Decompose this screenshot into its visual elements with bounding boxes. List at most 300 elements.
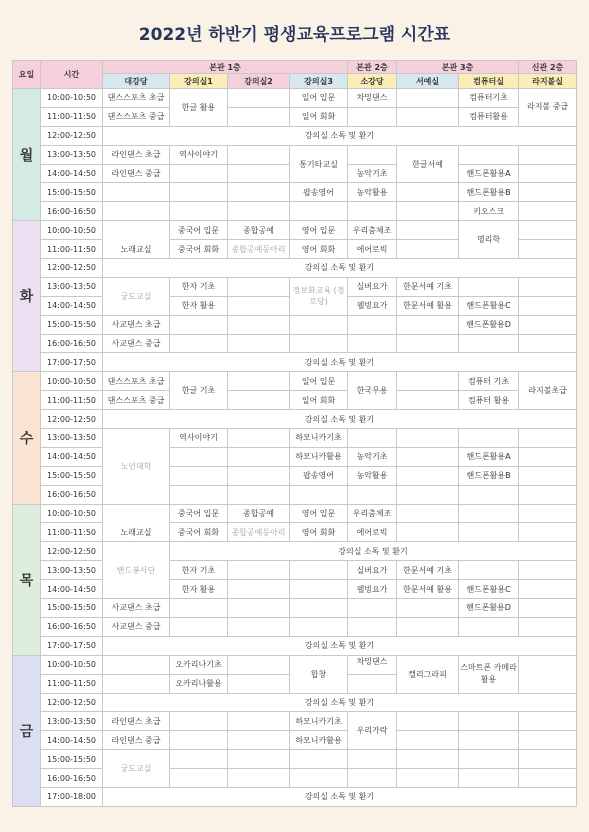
header-building-4: 신관 2층: [519, 61, 577, 74]
class-cell: 종합공예동아리: [228, 240, 290, 259]
header-building-3: 본관 3층: [397, 61, 519, 74]
empty-cell: [228, 485, 290, 504]
empty-cell: [459, 617, 519, 636]
empty-cell: [103, 655, 170, 674]
table-row: [13, 126, 577, 145]
time-cell: 10:00-10:50: [41, 372, 103, 391]
day-label-mon: 월: [13, 89, 41, 221]
class-cell: 영어 입문: [290, 221, 348, 240]
time-cell: 16:00-16:50: [41, 334, 103, 353]
empty-cell: [228, 89, 290, 108]
empty-cell: [290, 561, 348, 580]
table-row: [13, 202, 577, 221]
page-title: 2022년 하반기 평생교육프로그램 시간표: [138, 25, 451, 45]
class-cell: 라인댄스 중급: [103, 731, 170, 750]
class-cell: 댄스스포츠 중급: [103, 391, 170, 410]
class-cell: 라인댄스 초급: [103, 145, 170, 164]
empty-cell: [348, 429, 397, 448]
class-cell: [290, 277, 348, 315]
empty-cell: [519, 750, 577, 769]
table-row: [13, 523, 577, 542]
time-cell: 12:00-12:50: [41, 542, 103, 561]
empty-cell: [397, 391, 459, 410]
lunch-cell: 강의실 소독 및 환기: [103, 410, 577, 429]
time-cell: 11:00-11:50: [41, 240, 103, 259]
table-row: [13, 410, 577, 429]
class-cell: 컴퓨터기초: [459, 89, 519, 108]
class-cell: 핸드폰활용A: [459, 164, 519, 183]
class-cell: 웰빙요가: [348, 296, 397, 315]
empty-cell: [228, 580, 290, 599]
empty-cell: [397, 485, 459, 504]
empty-cell: [459, 145, 519, 164]
empty-cell: [397, 769, 459, 788]
time-cell: 14:00-14:50: [41, 580, 103, 599]
time-cell: 13:00-13:50: [41, 712, 103, 731]
table-row: [13, 693, 577, 712]
table-row: [13, 504, 577, 523]
class-cell: 영어 입문: [290, 504, 348, 523]
room-header: 소강당: [348, 74, 397, 89]
table-row: [13, 769, 577, 788]
lunch-cell: 강의실 소독 및 환기: [103, 353, 577, 372]
time-cell: 13:00-13:50: [41, 277, 103, 296]
class-cell: 하모니카활용: [290, 731, 348, 750]
class-cell: 중국어 회화: [170, 240, 228, 259]
time-cell: 15:00-15:50: [41, 599, 103, 618]
table-row: [13, 107, 577, 126]
empty-cell: [170, 769, 228, 788]
class-cell: 밴드봉사단: [103, 542, 170, 599]
time-cell: 11:00-11:50: [41, 523, 103, 542]
timetable: [12, 60, 577, 807]
time-cell: 15:00-15:50: [41, 315, 103, 334]
empty-cell: [290, 315, 348, 334]
empty-cell: [397, 89, 459, 108]
time-cell: 14:00-14:50: [41, 731, 103, 750]
empty-cell: [103, 202, 170, 221]
room-header: 대강당: [103, 74, 170, 89]
empty-cell: [519, 580, 577, 599]
empty-cell: [519, 485, 577, 504]
room-header: 강의실1: [170, 74, 228, 89]
time-cell: 10:00-10:50: [41, 504, 103, 523]
table-row: [13, 89, 577, 108]
class-cell: 통기타교실: [290, 145, 348, 183]
class-cell: 한글서예: [397, 145, 459, 183]
class-cell: 한글 기초: [170, 372, 228, 410]
class-cell: 사교댄스 중급: [103, 617, 170, 636]
header-row-buildings: [13, 61, 577, 74]
empty-cell: [228, 164, 290, 183]
empty-cell: [397, 750, 459, 769]
class-cell: [459, 655, 519, 693]
table-row: [13, 787, 577, 806]
class-cell: 궁도교실: [103, 750, 170, 788]
class-cell: 댄스스포츠 초급: [103, 89, 170, 108]
empty-cell: [397, 372, 459, 391]
class-cell: 영어 회화: [290, 523, 348, 542]
empty-cell: [397, 221, 459, 240]
lunch-cell: 강의실 소독 및 환기: [103, 693, 577, 712]
class-cell: 궁도교실: [103, 277, 170, 315]
empty-cell: [170, 466, 228, 485]
class-cell: 중국어 입문: [170, 221, 228, 240]
empty-cell: [459, 769, 519, 788]
empty-cell: [519, 183, 577, 202]
class-cell: 한국무용: [348, 372, 397, 410]
class-cell: 댄스스포츠 초급: [103, 372, 170, 391]
empty-cell: [519, 164, 577, 183]
time-cell: 13:00-13:50: [41, 561, 103, 580]
lunch-cell: 강의실 소독 및 환기: [103, 126, 577, 145]
empty-cell: [228, 674, 290, 693]
table-row: [13, 353, 577, 372]
room-header: 라지볼실: [519, 74, 577, 89]
time-cell: 16:00-16:50: [41, 617, 103, 636]
class-cell: [519, 89, 577, 127]
empty-cell: [397, 599, 459, 618]
empty-cell: [290, 334, 348, 353]
empty-cell: [459, 485, 519, 504]
empty-cell: [397, 429, 459, 448]
time-cell: 11:00-11:50: [41, 674, 103, 693]
empty-cell: [519, 561, 577, 580]
time-cell: 17:00-17:50: [41, 636, 103, 655]
class-cell: 한자 기초: [170, 277, 228, 296]
time-cell: 17:00-17:50: [41, 353, 103, 372]
header-time: 시간: [41, 61, 103, 89]
empty-cell: [170, 447, 228, 466]
class-cell: 한문서예 활용: [397, 296, 459, 315]
class-cell: 한문서예 활용: [397, 580, 459, 599]
empty-cell: [290, 599, 348, 618]
time-cell: 16:00-16:50: [41, 769, 103, 788]
class-cell: 명리학: [459, 221, 519, 259]
empty-cell: [290, 485, 348, 504]
empty-cell: [397, 523, 459, 542]
time-cell: 14:00-14:50: [41, 447, 103, 466]
class-cell: 중국어 입문: [170, 504, 228, 523]
empty-cell: [103, 674, 170, 693]
class-cell: 컴퓨터활용: [459, 107, 519, 126]
class-cell: 핸드폰활용C: [459, 296, 519, 315]
empty-cell: [170, 750, 228, 769]
time-cell: 15:00-15:50: [41, 466, 103, 485]
class-cell: 차밍댄스: [348, 655, 397, 674]
class-cell: 농악기초: [348, 447, 397, 466]
class-cell: 한자 기초: [170, 561, 228, 580]
class-cell: 한글 활용: [170, 89, 228, 127]
empty-cell: [348, 599, 397, 618]
day-label-wed: 수: [13, 372, 41, 504]
empty-cell: [170, 164, 228, 183]
time-cell: 12:00-12:50: [41, 693, 103, 712]
empty-cell: [397, 447, 459, 466]
room-header: 강의실2: [228, 74, 290, 89]
empty-cell: [459, 334, 519, 353]
empty-cell: [170, 183, 228, 202]
table-row: [13, 636, 577, 655]
empty-cell: [348, 769, 397, 788]
lunch-cell: 강의실 소독 및 환기: [103, 636, 577, 655]
empty-cell: [290, 769, 348, 788]
class-cell: 사교댄스 초급: [103, 315, 170, 334]
class-cell: 우리가락: [348, 712, 397, 750]
time-cell: 11:00-11:50: [41, 107, 103, 126]
class-cell: 컴퓨터 활용: [459, 391, 519, 410]
empty-cell: [228, 429, 290, 448]
empty-cell: [348, 202, 397, 221]
class-cell: 핸드폰활용A: [459, 447, 519, 466]
class-cell: 합창: [290, 655, 348, 693]
table-row: [13, 731, 577, 750]
empty-cell: [170, 334, 228, 353]
empty-cell: [519, 296, 577, 315]
time-cell: 15:00-15:50: [41, 750, 103, 769]
empty-cell: [397, 504, 459, 523]
empty-cell: [519, 429, 577, 448]
empty-cell: [228, 334, 290, 353]
empty-cell: [519, 712, 577, 731]
empty-cell: [348, 617, 397, 636]
empty-cell: [228, 145, 290, 164]
class-cell: 오카리나활용: [170, 674, 228, 693]
empty-cell: [170, 617, 228, 636]
class-cell: 한자 활용: [170, 296, 228, 315]
class-cell: 일어 입문: [290, 372, 348, 391]
time-cell: 12:00-12:50: [41, 126, 103, 145]
table-row: [13, 315, 577, 334]
empty-cell: [170, 712, 228, 731]
class-cell: 일어 회화: [290, 391, 348, 410]
class-cell: 팝송영어: [290, 183, 348, 202]
table-row: [13, 145, 577, 164]
empty-cell: [228, 617, 290, 636]
empty-cell: [348, 485, 397, 504]
empty-cell: [348, 334, 397, 353]
class-cell: 한문서예 기초: [397, 277, 459, 296]
empty-cell: [290, 202, 348, 221]
time-cell: 17:00-18:00: [41, 787, 103, 806]
table-row: [13, 466, 577, 485]
class-cell: 농악활용: [348, 183, 397, 202]
empty-cell: [348, 750, 397, 769]
empty-cell: [228, 202, 290, 221]
empty-cell: [519, 617, 577, 636]
empty-cell: [519, 221, 577, 240]
empty-cell: [519, 202, 577, 221]
empty-cell: [519, 731, 577, 750]
room-header: 컴퓨터실: [459, 74, 519, 89]
empty-cell: [519, 240, 577, 259]
empty-cell: [228, 183, 290, 202]
empty-cell: [228, 712, 290, 731]
time-cell: 12:00-12:50: [41, 410, 103, 429]
lunch-cell: 강의실 소독 및 환기: [103, 787, 577, 806]
empty-cell: [228, 769, 290, 788]
table-row: [13, 542, 577, 561]
class-cell: 일어 입문: [290, 89, 348, 108]
empty-cell: [519, 315, 577, 334]
table-row: [13, 580, 577, 599]
class-cell: 핸드폰활용B: [459, 466, 519, 485]
empty-cell: [348, 315, 397, 334]
empty-cell: [397, 107, 459, 126]
class-cell: 웰빙요가: [348, 580, 397, 599]
empty-cell: [170, 731, 228, 750]
class-cell: 우리춤체조: [348, 221, 397, 240]
table-row: [13, 429, 577, 448]
empty-cell: [228, 447, 290, 466]
empty-cell: [459, 429, 519, 448]
table-row: [13, 750, 577, 769]
empty-cell: [228, 750, 290, 769]
empty-cell: [170, 202, 228, 221]
empty-cell: [228, 277, 290, 296]
empty-cell: [459, 523, 519, 542]
empty-cell: [228, 391, 290, 410]
empty-cell: [519, 466, 577, 485]
table-row: [13, 334, 577, 353]
empty-cell: [290, 617, 348, 636]
empty-cell: [348, 107, 397, 126]
header-building-2: 본관 2층: [348, 61, 397, 74]
empty-cell: [397, 712, 459, 731]
lunch-cell: 강의실 소독 및 환기: [170, 542, 577, 561]
empty-cell: [519, 769, 577, 788]
lunch-cell: 강의실 소독 및 환기: [103, 259, 577, 278]
empty-cell: [228, 655, 290, 674]
empty-cell: [228, 731, 290, 750]
empty-cell: [519, 655, 577, 693]
empty-cell: [348, 674, 397, 693]
day-label-thu: 목: [13, 504, 41, 655]
empty-cell: [519, 447, 577, 466]
empty-cell: [397, 334, 459, 353]
time-cell: 16:00-16:50: [41, 202, 103, 221]
day-label-tue: 화: [13, 221, 41, 372]
empty-cell: [397, 617, 459, 636]
class-cell: 핸드폰활용B: [459, 183, 519, 202]
empty-cell: [519, 334, 577, 353]
empty-cell: [397, 731, 459, 750]
time-cell: 14:00-14:50: [41, 164, 103, 183]
class-cell: 핸드폰활용D: [459, 599, 519, 618]
class-cell: 차밍댄스: [348, 89, 397, 108]
class-cell: 농악활용: [348, 466, 397, 485]
class-cell: 종합공예: [228, 504, 290, 523]
table-row: [13, 259, 577, 278]
class-cell: 핸드폰활용C: [459, 580, 519, 599]
empty-cell: [459, 504, 519, 523]
class-cell: 팝송영어: [290, 466, 348, 485]
class-cell: 역사이야기: [170, 145, 228, 164]
class-cell: 사교댄스 초급: [103, 599, 170, 618]
empty-cell: [519, 523, 577, 542]
room-header: 서예실: [397, 74, 459, 89]
class-cell: 우리춤체조: [348, 504, 397, 523]
class-cell: 노인대학: [103, 429, 170, 505]
class-cell: 한자 활용: [170, 580, 228, 599]
time-cell: 12:00-12:50: [41, 259, 103, 278]
class-cell: 라인댄스 초급: [103, 712, 170, 731]
empty-cell: [170, 315, 228, 334]
table-row: [13, 712, 577, 731]
class-cell: 한문서예 기초: [397, 561, 459, 580]
time-cell: 16:00-16:50: [41, 485, 103, 504]
class-cell: 하모니카기초: [290, 429, 348, 448]
time-cell: 15:00-15:50: [41, 183, 103, 202]
class-cell: 댄스스포츠 중급: [103, 107, 170, 126]
empty-cell: [228, 561, 290, 580]
class-cell: 노래교실: [103, 504, 170, 542]
class-cell: 농악기초: [348, 164, 397, 183]
empty-cell: [519, 599, 577, 618]
empty-cell: [290, 750, 348, 769]
empty-cell: [348, 145, 397, 164]
empty-cell: [397, 315, 459, 334]
empty-cell: [519, 145, 577, 164]
day-label-fri: 금: [13, 655, 41, 806]
time-cell: 13:00-13:50: [41, 429, 103, 448]
class-cell: 라인댄스 중급: [103, 164, 170, 183]
empty-cell: [228, 315, 290, 334]
class-cell: 노래교실: [103, 221, 170, 259]
class-text: 스마트폰 카메라활용: [460, 663, 517, 685]
table-row: [13, 617, 577, 636]
empty-cell: [459, 750, 519, 769]
table-row: [13, 485, 577, 504]
empty-cell: [519, 504, 577, 523]
empty-cell: [397, 466, 459, 485]
empty-cell: [459, 712, 519, 731]
empty-cell: [459, 731, 519, 750]
class-cell: 종합공예동아리: [228, 523, 290, 542]
class-cell: 하모니카기초: [290, 712, 348, 731]
empty-cell: [397, 202, 459, 221]
time-cell: 11:00-11:50: [41, 391, 103, 410]
class-cell: 캘리그라피: [397, 655, 459, 693]
class-cell: 종합공예: [228, 221, 290, 240]
table-row: [13, 183, 577, 202]
empty-cell: [397, 240, 459, 259]
table-row: [13, 372, 577, 391]
class-cell: 중국어 회화: [170, 523, 228, 542]
class-cell: 실버요가: [348, 561, 397, 580]
empty-cell: [397, 183, 459, 202]
empty-cell: [228, 466, 290, 485]
class-cell: 오카리나기초: [170, 655, 228, 674]
class-cell: 핸드폰활용D: [459, 315, 519, 334]
table-row: [13, 447, 577, 466]
class-cell: 에어로빅: [348, 523, 397, 542]
table-row: [13, 221, 577, 240]
class-cell: 컴퓨터 기초: [459, 372, 519, 391]
header-building-1: 본관 1층: [103, 61, 348, 74]
empty-cell: [228, 107, 290, 126]
table-row: [13, 655, 577, 674]
empty-cell: [459, 277, 519, 296]
empty-cell: [170, 485, 228, 504]
time-cell: 10:00-10:50: [41, 89, 103, 108]
empty-cell: [103, 183, 170, 202]
class-cell: 일어 회화: [290, 107, 348, 126]
class-cell: 영어 회화: [290, 240, 348, 259]
empty-cell: [459, 561, 519, 580]
empty-cell: [228, 296, 290, 315]
empty-cell: [228, 599, 290, 618]
